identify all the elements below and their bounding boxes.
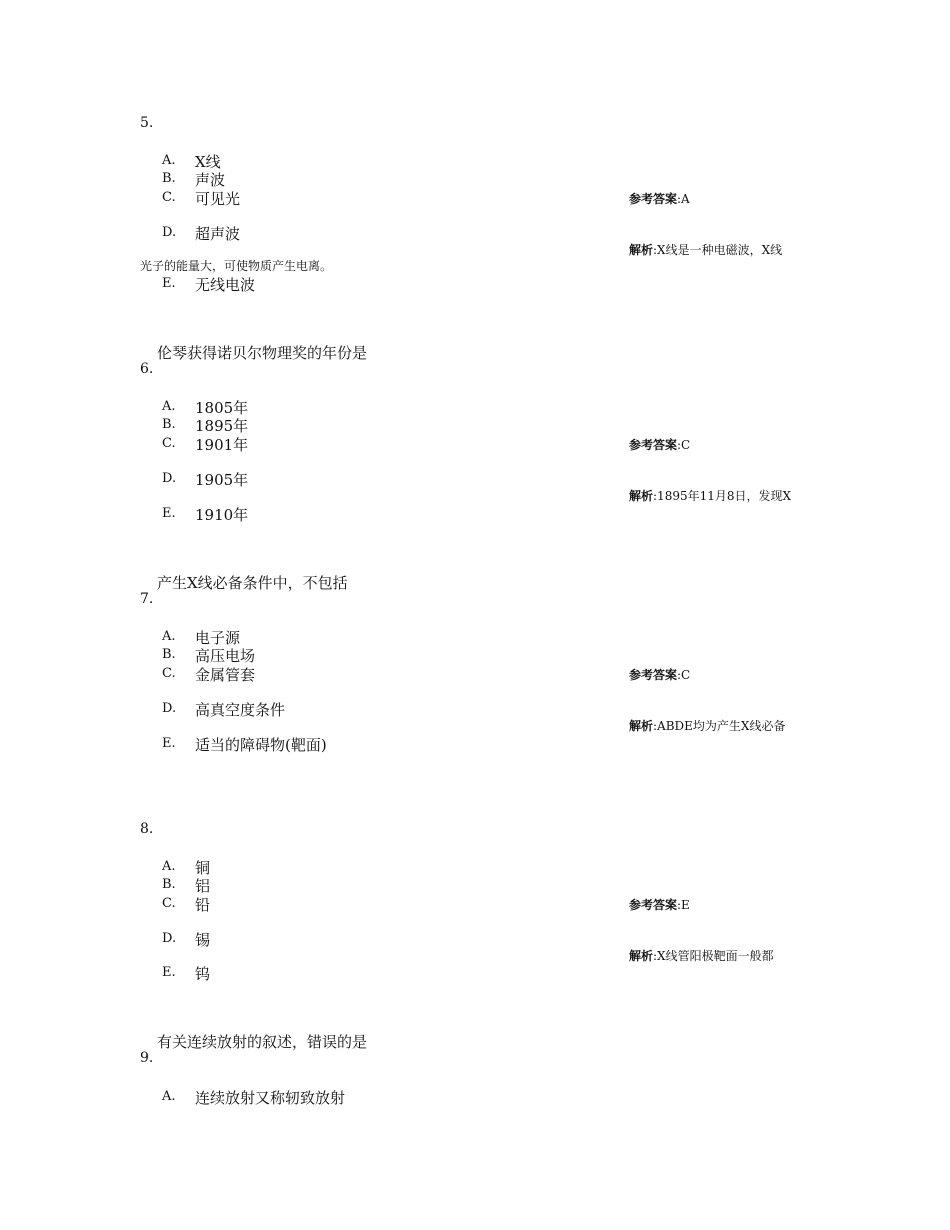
option-text: 可见光 — [195, 190, 241, 208]
option-text: 1805年 — [195, 399, 249, 417]
explanation-value: :X线管阳极靶面一般都 — [653, 949, 774, 963]
option-letter: D. — [162, 225, 177, 240]
question-number: 5. — [140, 115, 154, 131]
answer-label: 参考答案 — [629, 192, 678, 206]
option-text: 高真空度条件 — [195, 701, 286, 719]
option-text: 1901年 — [195, 436, 249, 454]
question-number: 9. — [140, 1050, 154, 1066]
question-stem: 伦琴获得诺贝尔物理奖的年份是 — [157, 344, 368, 362]
option-letter: A. — [162, 153, 176, 168]
option-letter: E. — [162, 506, 176, 521]
question-number: 6. — [140, 361, 154, 377]
explanation — [629, 717, 785, 734]
option-letter: E. — [162, 736, 176, 751]
option-letter: D. — [162, 931, 177, 946]
option-text: 铝 — [195, 877, 211, 895]
option-letter: C. — [162, 666, 176, 681]
explanation-label: 解析 — [629, 949, 654, 963]
explanation — [629, 947, 774, 964]
option-letter: E. — [162, 276, 176, 291]
reference-answer — [629, 190, 690, 207]
answer-label: 参考答案 — [629, 438, 678, 452]
answer-label: 参考答案 — [629, 898, 678, 912]
answer-label: 参考答案 — [629, 668, 678, 682]
option-letter: B. — [162, 417, 176, 432]
reference-answer — [629, 896, 690, 913]
option-letter: D. — [162, 471, 177, 486]
option-letter: C. — [162, 190, 176, 205]
option-text: 声波 — [195, 171, 226, 189]
option-text: 高压电场 — [195, 647, 256, 665]
option-text: 钨 — [195, 965, 211, 983]
option-text: 铅 — [195, 896, 211, 914]
option-text: 锡 — [195, 931, 211, 949]
answer-value: :C — [677, 668, 691, 682]
question-number: 8. — [140, 821, 154, 837]
option-letter: B. — [162, 877, 176, 892]
option-text: 1910年 — [195, 506, 249, 524]
option-text: 1905年 — [195, 471, 249, 489]
option-text: X线 — [195, 153, 221, 171]
option-text: 连续放射又称轫致放射 — [195, 1089, 346, 1107]
explanation-value: :X线是一种电磁波，X线 — [653, 243, 783, 257]
option-letter: C. — [162, 436, 176, 451]
explanation-value: :1895年11月8日，发现X — [653, 489, 792, 503]
option-letter: A. — [162, 629, 176, 644]
reference-answer — [629, 436, 690, 453]
answer-value: :C — [677, 438, 691, 452]
answer-value: :E — [677, 898, 690, 912]
explanation-label: 解析 — [629, 719, 654, 733]
option-text: 金属管套 — [195, 666, 256, 684]
option-letter: A. — [162, 1089, 176, 1104]
option-text: 铜 — [195, 859, 211, 877]
explanation — [629, 241, 782, 258]
option-text: 无线电波 — [195, 276, 256, 294]
option-letter: C. — [162, 896, 176, 911]
option-letter: D. — [162, 701, 177, 716]
option-letter: A. — [162, 399, 176, 414]
explanation-label: 解析 — [629, 489, 654, 503]
option-text: 1895年 — [195, 417, 249, 435]
option-letter: A. — [162, 859, 176, 874]
explanation-value: :ABDE均为产生X线必备 — [653, 719, 786, 733]
explanation — [629, 487, 791, 504]
option-letter: E. — [162, 965, 176, 980]
question-number: 7. — [140, 591, 154, 607]
option-letter: B. — [162, 647, 176, 662]
question-stem: 产生X线必备条件中，不包括 — [157, 574, 348, 592]
option-text: 适当的障碍物(靶面) — [195, 736, 327, 754]
answer-value: :A — [677, 192, 690, 206]
explanation-continuation: 光子的能量大，可使物质产生电离。 — [140, 259, 333, 273]
question-stem: 有关连续放射的叙述，错误的是 — [157, 1033, 368, 1051]
explanation-label: 解析 — [629, 243, 654, 257]
reference-answer — [629, 666, 690, 683]
option-text: 超声波 — [195, 225, 241, 243]
option-letter: B. — [162, 171, 176, 186]
option-text: 电子源 — [195, 629, 241, 647]
